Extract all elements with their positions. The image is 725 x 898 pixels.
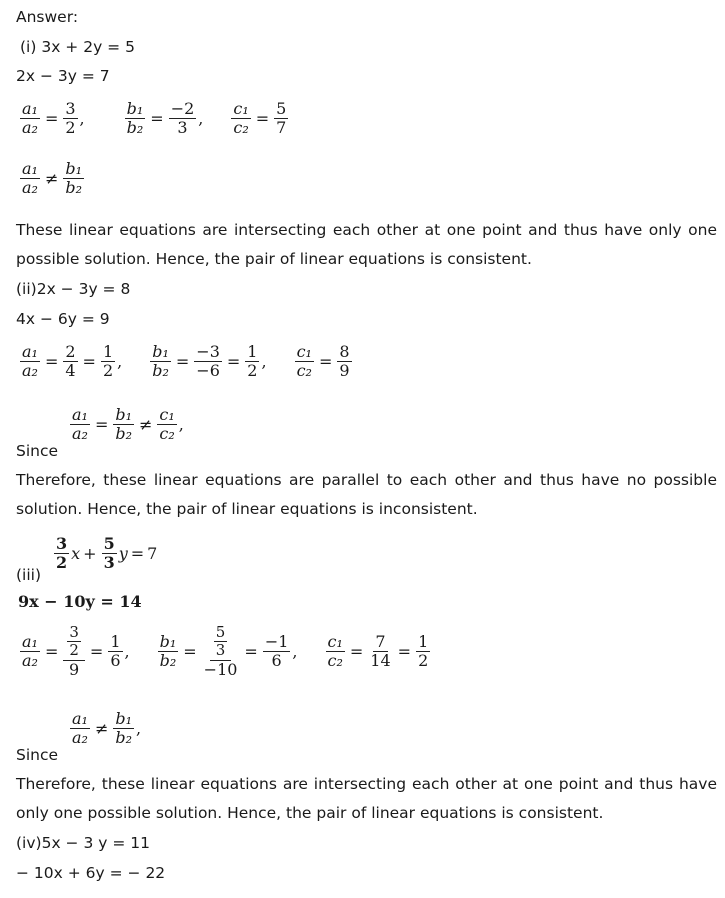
part-i-ratios: $\frac{\text{a₁}}{\text{a₂}}$ = $\frac{3}{2}$ , $\frac{\text{b₁}}{\text{b₂}}$ = $\frac{-2}{3}$ , $\frac{\text{c₁}}{\text{c₂}}$ = $\frac{5}{7}$: [22, 99, 287, 138]
part-i-inequality: $\frac{\text{a₁}}{\text{a₂}}$ ≠ $\frac{\text{b₁}}{\text{b₂}}$: [22, 159, 83, 198]
part-ii-eq2: 4x − 6y = 9: [16, 310, 110, 328]
part-iii-label: (iii): [16, 566, 42, 584]
part-ii-condition: $\frac{\text{a₁}}{\text{a₂}}$ = $\frac{\text{b₁}}{\text{b₂}}$ ≠ $\frac{\text{c₁}}{\text{c₂}}$ ,: [72, 405, 184, 444]
part-ii-conclusion: Therefore, these linear equations are parallel to each other and thus have no possible solution. Hence, the pair of linear equations is inconsistent.: [16, 471, 717, 518]
part-iii-condition: $\frac{\text{a₁}}{\text{a₂}}$ ≠ $\frac{\text{b₁}}{\text{b₂}}$ ,: [72, 709, 142, 748]
part-i-eq2: 2x − 3y = 7: [16, 67, 110, 85]
part-ii-ratios: $\frac{\text{a₁}}{\text{a₂}}$ = $\frac{2}{4}$ = $\frac{1}{2}$ , $\frac{\text{b₁}}{\text{b₂}}$ = $\frac{-3}{-6}$ = $\frac{1}{2}$ , $\frac{\text{c₁}}{\text{c₂}}$ = $\frac{8}{9}$: [22, 342, 350, 381]
part-iii-ratios: $\frac{\text{a₁}}{\text{a₂}}$ = $\frac{\frac{3}{2}}{9}$ = $\frac{1}{6}$ , $\frac{\text{b₁}}{\text{b₂}}$ = $\frac{\frac{5}{3}}{-10}$ = $\frac{-1}{6}$ , $\frac{\text{c₁}}{\text{c₂}}$ = $\frac{7}{14}$ = $\frac{1}{2}$: [22, 623, 429, 679]
part-i-eq1: (i) 3x + 2y = 5: [20, 38, 135, 56]
part-ii-eq1: (ii)2x − 3y = 8: [16, 280, 131, 298]
part-i-conclusion: These linear equations are intersecting each other at one point and thus have only one possible solution. Hence, the pair of linear equations is consistent.: [16, 221, 717, 268]
part-ii-since: Since: [16, 442, 59, 460]
part-iii-eq1: $\frac{3}{2}$ x + $\frac{5}{3}$ y = 7: [56, 534, 158, 573]
part-iii-since: Since: [16, 746, 59, 764]
part-iv-eq2: − 10x + 6y = − 22: [16, 864, 166, 882]
answer-heading: Answer:: [16, 8, 79, 26]
part-iii-conclusion: Therefore, these linear equations are intersecting each other at one point and thus have only one possible solution. Hence, the pair of linear equations is consistent.: [16, 775, 717, 822]
part-iii-eq2: 9x − 10y = 14: [18, 592, 142, 611]
part-iv-eq1: (iv)5x − 3 y = 11: [16, 834, 150, 852]
